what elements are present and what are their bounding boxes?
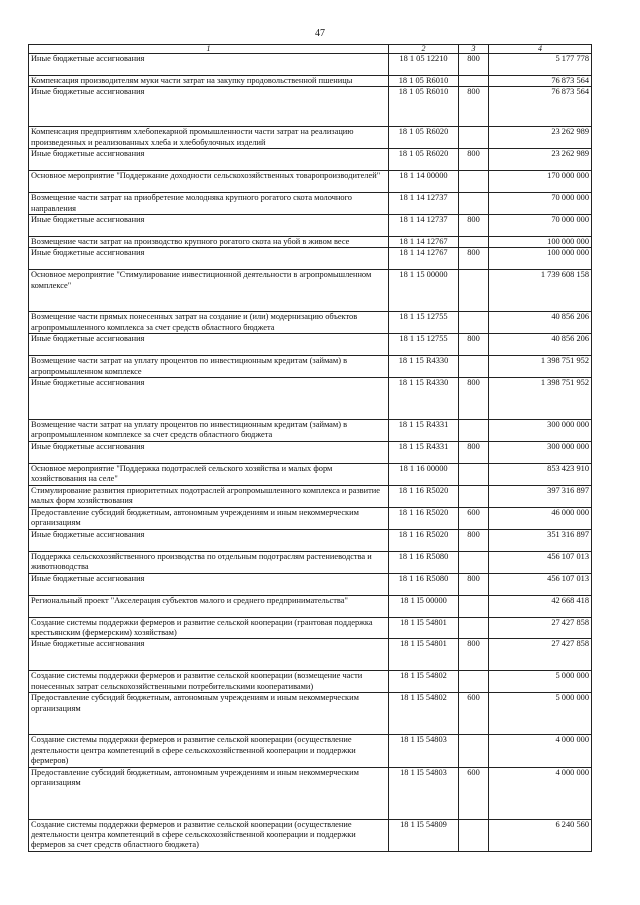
budget-table: [28, 44, 592, 852]
row-expense-type-cell: 800: [459, 529, 489, 551]
row-expense-type-cell: [459, 485, 489, 507]
row-expense-type-cell: [459, 463, 489, 485]
row-amount-cell: 456 107 013: [489, 551, 592, 573]
row-name-cell: Предоставление субсидий бюджетным, автономным учреждениям и иным некоммерческим организациям: [29, 767, 389, 819]
row-amount-cell: 40 856 206: [489, 312, 592, 334]
row-name-cell: Возмещение части затрат на приобретение молодняка крупного рогатого скота молочного направления: [29, 193, 389, 215]
table-row: [29, 270, 592, 312]
row-amount-cell: 5 000 000: [489, 671, 592, 693]
row-expense-type-cell: 800: [459, 215, 489, 237]
row-code-cell: 18 1 05 R6010: [389, 87, 459, 127]
row-expense-type-cell: 800: [459, 334, 489, 356]
row-amount-cell: 23 262 989: [489, 127, 592, 149]
row-expense-type-cell: 800: [459, 87, 489, 127]
table-row: [29, 463, 592, 485]
row-amount-cell: 4 000 000: [489, 767, 592, 819]
table-row: [29, 767, 592, 819]
row-name-cell: Иные бюджетные ассигнования: [29, 87, 389, 127]
table-row: [29, 356, 592, 378]
row-name-cell: Возмещение части затрат на производство крупного рогатого скота на убой в живом весе: [29, 237, 389, 248]
row-amount-cell: 27 427 858: [489, 617, 592, 639]
row-amount-cell: 1 739 608 158: [489, 270, 592, 312]
row-name-cell: Основное мероприятие "Поддержка подотраслей сельского хозяйства и малых форм хозяйствования на селе": [29, 463, 389, 485]
column-header: 3: [459, 45, 489, 54]
column-header: 2: [389, 45, 459, 54]
row-amount-cell: 6 240 560: [489, 819, 592, 851]
row-amount-cell: 1 398 751 952: [489, 356, 592, 378]
row-expense-type-cell: [459, 420, 489, 442]
row-code-cell: 18 1 16 R5020: [389, 529, 459, 551]
row-amount-cell: 853 423 910: [489, 463, 592, 485]
row-expense-type-cell: [459, 595, 489, 617]
row-code-cell: 18 1 I5 54801: [389, 639, 459, 671]
row-code-cell: 18 1 05 R6020: [389, 149, 459, 171]
row-expense-type-cell: [459, 356, 489, 378]
row-code-cell: 18 1 14 00000: [389, 171, 459, 193]
row-name-cell: Иные бюджетные ассигнования: [29, 54, 389, 76]
row-code-cell: 18 1 15 R4330: [389, 378, 459, 420]
row-code-cell: 18 1 15 12755: [389, 312, 459, 334]
row-code-cell: 18 1 05 R6010: [389, 76, 459, 87]
row-code-cell: 18 1 15 12755: [389, 334, 459, 356]
table-row: [29, 149, 592, 171]
row-amount-cell: 100 000 000: [489, 248, 592, 270]
table-row: [29, 617, 592, 639]
row-name-cell: Иные бюджетные ассигнования: [29, 334, 389, 356]
row-expense-type-cell: [459, 127, 489, 149]
row-expense-type-cell: [459, 193, 489, 215]
row-amount-cell: 5 177 778: [489, 54, 592, 76]
row-amount-cell: 397 316 897: [489, 485, 592, 507]
row-expense-type-cell: [459, 76, 489, 87]
row-name-cell: Иные бюджетные ассигнования: [29, 215, 389, 237]
table-row: [29, 378, 592, 420]
table-row: [29, 639, 592, 671]
row-amount-cell: 456 107 013: [489, 573, 592, 595]
row-code-cell: 18 1 14 12737: [389, 215, 459, 237]
row-expense-type-cell: [459, 237, 489, 248]
row-amount-cell: 76 873 564: [489, 76, 592, 87]
row-name-cell: Иные бюджетные ассигнования: [29, 573, 389, 595]
row-amount-cell: 5 000 000: [489, 693, 592, 735]
table-row: [29, 334, 592, 356]
row-code-cell: 18 1 I5 54802: [389, 671, 459, 693]
row-name-cell: Создание системы поддержки фермеров и развитие сельской кооперации (осуществление деятельности центра компетенций в сфере сельскохозяйственной кооперации и поддержки фермеров): [29, 735, 389, 767]
table-row: [29, 420, 592, 442]
table-row: [29, 54, 592, 76]
row-name-cell: Региональный проект "Акселерация субъектов малого и среднего предпринимательства": [29, 595, 389, 617]
table-row: [29, 441, 592, 463]
row-code-cell: 18 1 05 R6020: [389, 127, 459, 149]
table-row: [29, 76, 592, 87]
row-expense-type-cell: 800: [459, 441, 489, 463]
row-code-cell: 18 1 15 00000: [389, 270, 459, 312]
row-name-cell: Создание системы поддержки фермеров и развитие сельской кооперации (грантовая поддержка крестьянским (фермерским) хозяйствам): [29, 617, 389, 639]
row-code-cell: 18 1 16 R5020: [389, 507, 459, 529]
row-amount-cell: 46 000 000: [489, 507, 592, 529]
row-expense-type-cell: [459, 819, 489, 851]
row-code-cell: 18 1 15 R4331: [389, 420, 459, 442]
table-row: [29, 507, 592, 529]
row-code-cell: 18 1 16 R5080: [389, 551, 459, 573]
row-name-cell: Компенсация предприятиям хлебопекарной промышленности части затрат на реализацию произведенных и реализованных хлеба и хлебобулочных изделий: [29, 127, 389, 149]
row-code-cell: 18 1 14 12737: [389, 193, 459, 215]
row-name-cell: Иные бюджетные ассигнования: [29, 248, 389, 270]
row-name-cell: Предоставление субсидий бюджетным, автономным учреждениям и иным некоммерческим организациям: [29, 693, 389, 735]
row-name-cell: Создание системы поддержки фермеров и развитие сельской кооперации (возмещение части понесенных затрат сельскохозяйственными потребительскими кооперативами): [29, 671, 389, 693]
row-expense-type-cell: [459, 171, 489, 193]
table-header-row: [29, 45, 592, 54]
row-expense-type-cell: 800: [459, 54, 489, 76]
row-code-cell: 18 1 16 00000: [389, 463, 459, 485]
row-expense-type-cell: [459, 735, 489, 767]
row-name-cell: Создание системы поддержки фермеров и развитие сельской кооперации (осуществление деятельности центра компетенций в сфере сельскохозяйственной кооперации и поддержки фермеров за счет средств областного бюджета): [29, 819, 389, 851]
row-name-cell: Основное мероприятие "Поддержание доходности сельскохозяйственных товаропроизводителей": [29, 171, 389, 193]
row-amount-cell: 300 000 000: [489, 420, 592, 442]
row-name-cell: Иные бюджетные ассигнования: [29, 378, 389, 420]
column-header: 1: [29, 45, 389, 54]
row-amount-cell: 70 000 000: [489, 215, 592, 237]
row-expense-type-cell: 800: [459, 149, 489, 171]
row-expense-type-cell: [459, 551, 489, 573]
column-header: 4: [489, 45, 592, 54]
row-name-cell: Поддержка сельскохозяйственного производства по отдельным подотраслям растениеводства и животноводства: [29, 551, 389, 573]
row-name-cell: Стимулирование развития приоритетных подотраслей агропромышленного комплекса и развитие малых форм хозяйствования: [29, 485, 389, 507]
row-code-cell: 18 1 15 R4330: [389, 356, 459, 378]
row-name-cell: Основное мероприятие "Стимулирование инвестиционной деятельности в агропромышленном комплексе": [29, 270, 389, 312]
row-amount-cell: 170 000 000: [489, 171, 592, 193]
row-expense-type-cell: 600: [459, 693, 489, 735]
table-row: [29, 215, 592, 237]
table-row: [29, 595, 592, 617]
row-amount-cell: 300 000 000: [489, 441, 592, 463]
table-row: [29, 735, 592, 767]
row-name-cell: Иные бюджетные ассигнования: [29, 149, 389, 171]
row-code-cell: 18 1 I5 54803: [389, 735, 459, 767]
row-expense-type-cell: [459, 312, 489, 334]
table-row: [29, 87, 592, 127]
row-code-cell: 18 1 I5 54809: [389, 819, 459, 851]
row-amount-cell: 76 873 564: [489, 87, 592, 127]
row-code-cell: 18 1 16 R5080: [389, 573, 459, 595]
row-expense-type-cell: [459, 671, 489, 693]
row-expense-type-cell: 800: [459, 639, 489, 671]
table-row: [29, 693, 592, 735]
row-name-cell: Иные бюджетные ассигнования: [29, 529, 389, 551]
table-row: [29, 193, 592, 215]
row-expense-type-cell: 800: [459, 573, 489, 595]
row-code-cell: 18 1 16 R5020: [389, 485, 459, 507]
row-code-cell: 18 1 I5 54802: [389, 693, 459, 735]
table-row: [29, 248, 592, 270]
row-amount-cell: 4 000 000: [489, 735, 592, 767]
row-code-cell: 18 1 05 12210: [389, 54, 459, 76]
table-row: [29, 671, 592, 693]
table-row: [29, 171, 592, 193]
table-row: [29, 819, 592, 851]
table-row: [29, 529, 592, 551]
row-code-cell: 18 1 14 12767: [389, 237, 459, 248]
row-code-cell: 18 1 I5 54803: [389, 767, 459, 819]
row-amount-cell: 100 000 000: [489, 237, 592, 248]
row-name-cell: Возмещение части затрат на уплату процентов по инвестиционным кредитам (займам) в агропромышленном комплексе за счет средств областного бюджета: [29, 420, 389, 442]
row-name-cell: Иные бюджетные ассигнования: [29, 639, 389, 671]
row-code-cell: 18 1 15 R4331: [389, 441, 459, 463]
row-amount-cell: 42 668 418: [489, 595, 592, 617]
table-row: [29, 237, 592, 248]
row-expense-type-cell: 600: [459, 767, 489, 819]
row-expense-type-cell: 800: [459, 248, 489, 270]
table-row: [29, 573, 592, 595]
table-row: [29, 551, 592, 573]
row-amount-cell: 351 316 897: [489, 529, 592, 551]
row-expense-type-cell: 600: [459, 507, 489, 529]
row-amount-cell: 70 000 000: [489, 193, 592, 215]
row-amount-cell: 27 427 858: [489, 639, 592, 671]
row-code-cell: 18 1 I5 54801: [389, 617, 459, 639]
row-name-cell: Компенсация производителям муки части затрат на закупку продовольственной пшеницы: [29, 76, 389, 87]
table-row: [29, 485, 592, 507]
row-code-cell: 18 1 I5 00000: [389, 595, 459, 617]
page-number: 47: [315, 28, 325, 39]
row-amount-cell: 40 856 206: [489, 334, 592, 356]
table-row: [29, 312, 592, 334]
table-row: [29, 127, 592, 149]
row-name-cell: Возмещение части прямых понесенных затрат на создание и (или) модернизацию объектов агропромышленного комплекса за счет средств областного бюджета: [29, 312, 389, 334]
row-amount-cell: 23 262 989: [489, 149, 592, 171]
row-code-cell: 18 1 14 12767: [389, 248, 459, 270]
row-name-cell: Возмещение части затрат на уплату процентов по инвестиционным кредитам (займам) в агропромышленном комплексе: [29, 356, 389, 378]
row-expense-type-cell: 800: [459, 378, 489, 420]
row-expense-type-cell: [459, 617, 489, 639]
row-amount-cell: 1 398 751 952: [489, 378, 592, 420]
row-expense-type-cell: [459, 270, 489, 312]
row-name-cell: Предоставление субсидий бюджетным, автономным учреждениям и иным некоммерческим организациям: [29, 507, 389, 529]
row-name-cell: Иные бюджетные ассигнования: [29, 441, 389, 463]
